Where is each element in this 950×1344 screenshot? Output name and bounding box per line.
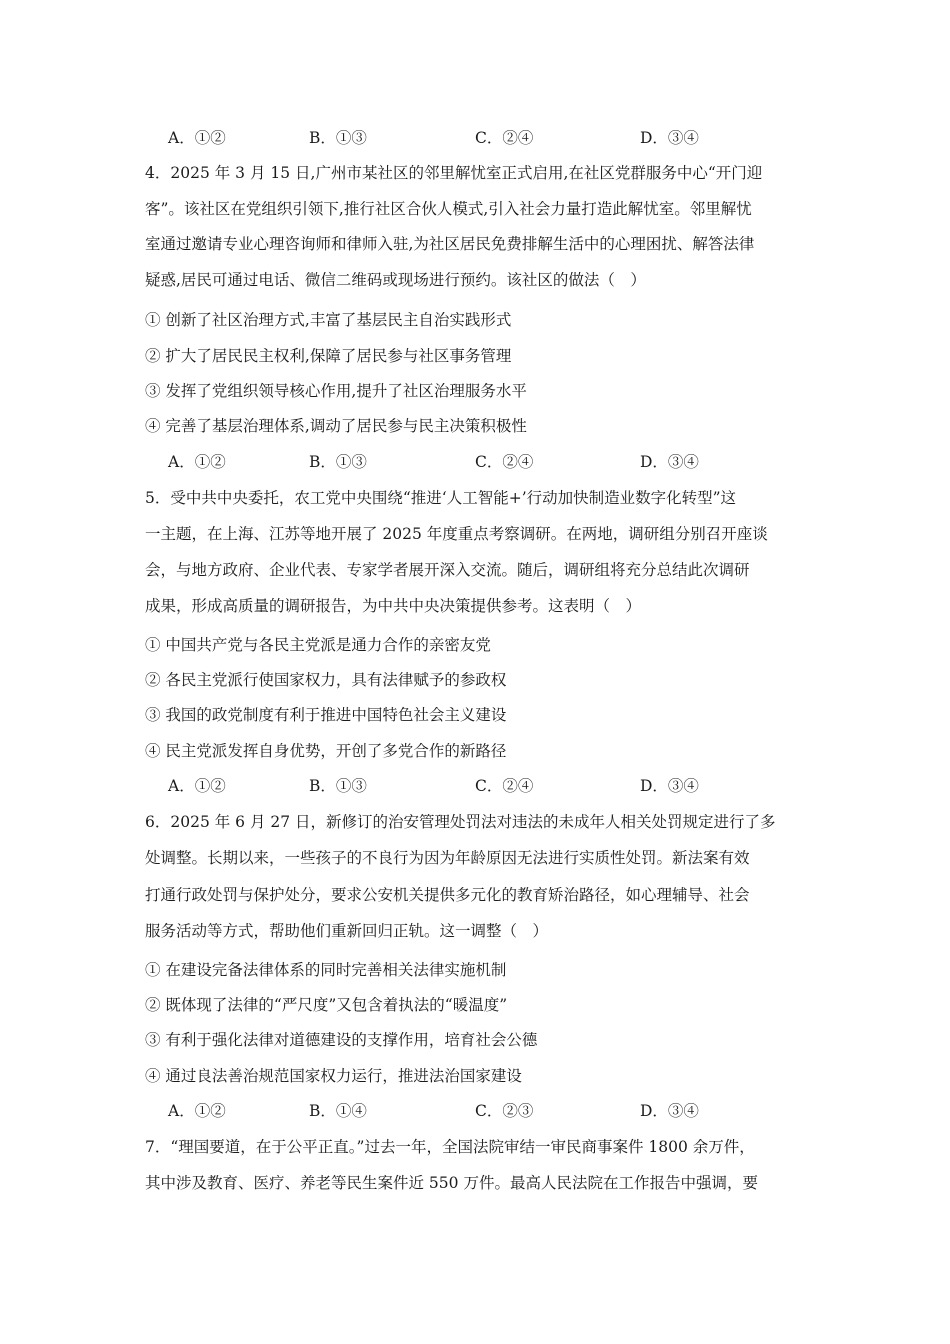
answer-options-q3 bbox=[168, 127, 768, 149]
question-4-statement-4: ④ 完善了基层治理体系,调动了居民参与民主决策积极性 bbox=[145, 417, 527, 435]
option-d[interactable]: D．③④ bbox=[640, 453, 699, 471]
option-a[interactable]: A．①② bbox=[168, 129, 226, 147]
question-5-stem-line: 5．受中共中央委托，农工党中央围绕“推进‘人工智能+’行动加快制造业数字化转型”这 bbox=[145, 489, 737, 507]
question-6-statement-3: ③ 有利于强化法律对道德建设的支撑作用，培育社会公德 bbox=[145, 1031, 538, 1049]
question-7-stem-line: 其中涉及教育、医疗、养老等民生案件近 550 万件。最高人民法院在工作报告中强调，要 bbox=[145, 1174, 758, 1192]
question-7-stem-line: 7．“理国要道，在于公平正直。”过去一年，全国法院审结一审民商事案件 1800 余万件， bbox=[145, 1138, 755, 1156]
question-5-statement-4: ④ 民主党派发挥自身优势，开创了多党合作的新路径 bbox=[145, 742, 507, 760]
answer-options-q4 bbox=[168, 451, 768, 473]
question-4-stem-line: 客”。该社区在党组织引领下,推行社区合伙人模式,引入社会力量打造此解忧室。邻里解忧 bbox=[145, 200, 752, 218]
option-b[interactable]: B．①③ bbox=[309, 777, 367, 795]
option-c[interactable]: C．②④ bbox=[475, 453, 534, 471]
question-5-statement-1: ① 中国共产党与各民主党派是通力合作的亲密友党 bbox=[145, 636, 491, 654]
question-5-statement-3: ③ 我国的政党制度有利于推进中国特色社会主义建设 bbox=[145, 706, 507, 724]
option-d[interactable]: D．③④ bbox=[640, 777, 699, 795]
question-5-stem-line: 成果，形成高质量的调研报告，为中共中央决策提供参考。这表明（ ） bbox=[145, 597, 642, 615]
question-6-stem-line: 处调整。长期以来，一些孩子的不良行为因为年龄原因无法进行实质性处罚。新法案有效 bbox=[145, 849, 750, 867]
question-6-stem-line: 服务活动等方式，帮助他们重新回归正轨。这一调整（ ） bbox=[145, 922, 549, 940]
question-4-stem-line: 室通过邀请专业心理咨询师和律师入驻,为社区居民免费排解生活中的心理困扰、解答法律 bbox=[145, 235, 755, 253]
option-b[interactable]: B．①③ bbox=[309, 453, 367, 471]
option-b[interactable]: B．①③ bbox=[309, 129, 367, 147]
option-c[interactable]: C．②③ bbox=[475, 1102, 534, 1120]
option-a[interactable]: A．①② bbox=[168, 777, 226, 795]
answer-options-q5 bbox=[168, 775, 768, 797]
option-d[interactable]: D．③④ bbox=[640, 129, 699, 147]
question-5-stem-line: 一主题，在上海、江苏等地开展了 2025 年度重点考察调研。在两地，调研组分别召开座谈 bbox=[145, 525, 768, 543]
question-4-stem-line: 4．2025 年 3 月 15 日,广州市某社区的邻里解忧室正式启用,在社区党群服务中心“开门迎 bbox=[145, 164, 763, 182]
question-6-statement-2: ② 既体现了法律的“严尺度”又包含着执法的“暖温度” bbox=[145, 996, 508, 1014]
question-6-statement-1: ① 在建设完备法律体系的同时完善相关法律实施机制 bbox=[145, 961, 507, 979]
question-4-stem-line: 疑惑,居民可通过电话、微信二维码或现场进行预约。该社区的做法（ ） bbox=[145, 271, 646, 289]
question-4-statement-2: ② 扩大了居民民主权利,保障了居民参与社区事务管理 bbox=[145, 347, 512, 365]
option-d[interactable]: D．③④ bbox=[640, 1102, 699, 1120]
question-6-statement-4: ④ 通过良法善治规范国家权力运行，推进法治国家建设 bbox=[145, 1067, 522, 1085]
question-5-statement-2: ② 各民主党派行使国家权力，具有法律赋予的参政权 bbox=[145, 671, 507, 689]
option-c[interactable]: C．②④ bbox=[475, 129, 534, 147]
question-4-statement-1: ① 创新了社区治理方式,丰富了基层民主自治实践形式 bbox=[145, 311, 512, 329]
option-c[interactable]: C．②④ bbox=[475, 777, 534, 795]
option-b[interactable]: B．①④ bbox=[309, 1102, 367, 1120]
option-a[interactable]: A．①② bbox=[168, 453, 226, 471]
question-5-stem-line: 会，与地方政府、企业代表、专家学者展开深入交流。随后，调研组将充分总结此次调研 bbox=[145, 561, 750, 579]
question-4-statement-3: ③ 发挥了党组织领导核心作用,提升了社区治理服务水平 bbox=[145, 382, 527, 400]
question-6-stem-line: 6．2025 年 6 月 27 日，新修订的治安管理处罚法对违法的未成年人相关处罚规定进行了多 bbox=[145, 813, 776, 831]
answer-options-q6 bbox=[168, 1100, 768, 1122]
option-a[interactable]: A．①② bbox=[168, 1102, 226, 1120]
question-6-stem-line: 打通行政处罚与保护处分，要求公安机关提供多元化的教育矫治路径，如心理辅导、社会 bbox=[145, 886, 750, 904]
